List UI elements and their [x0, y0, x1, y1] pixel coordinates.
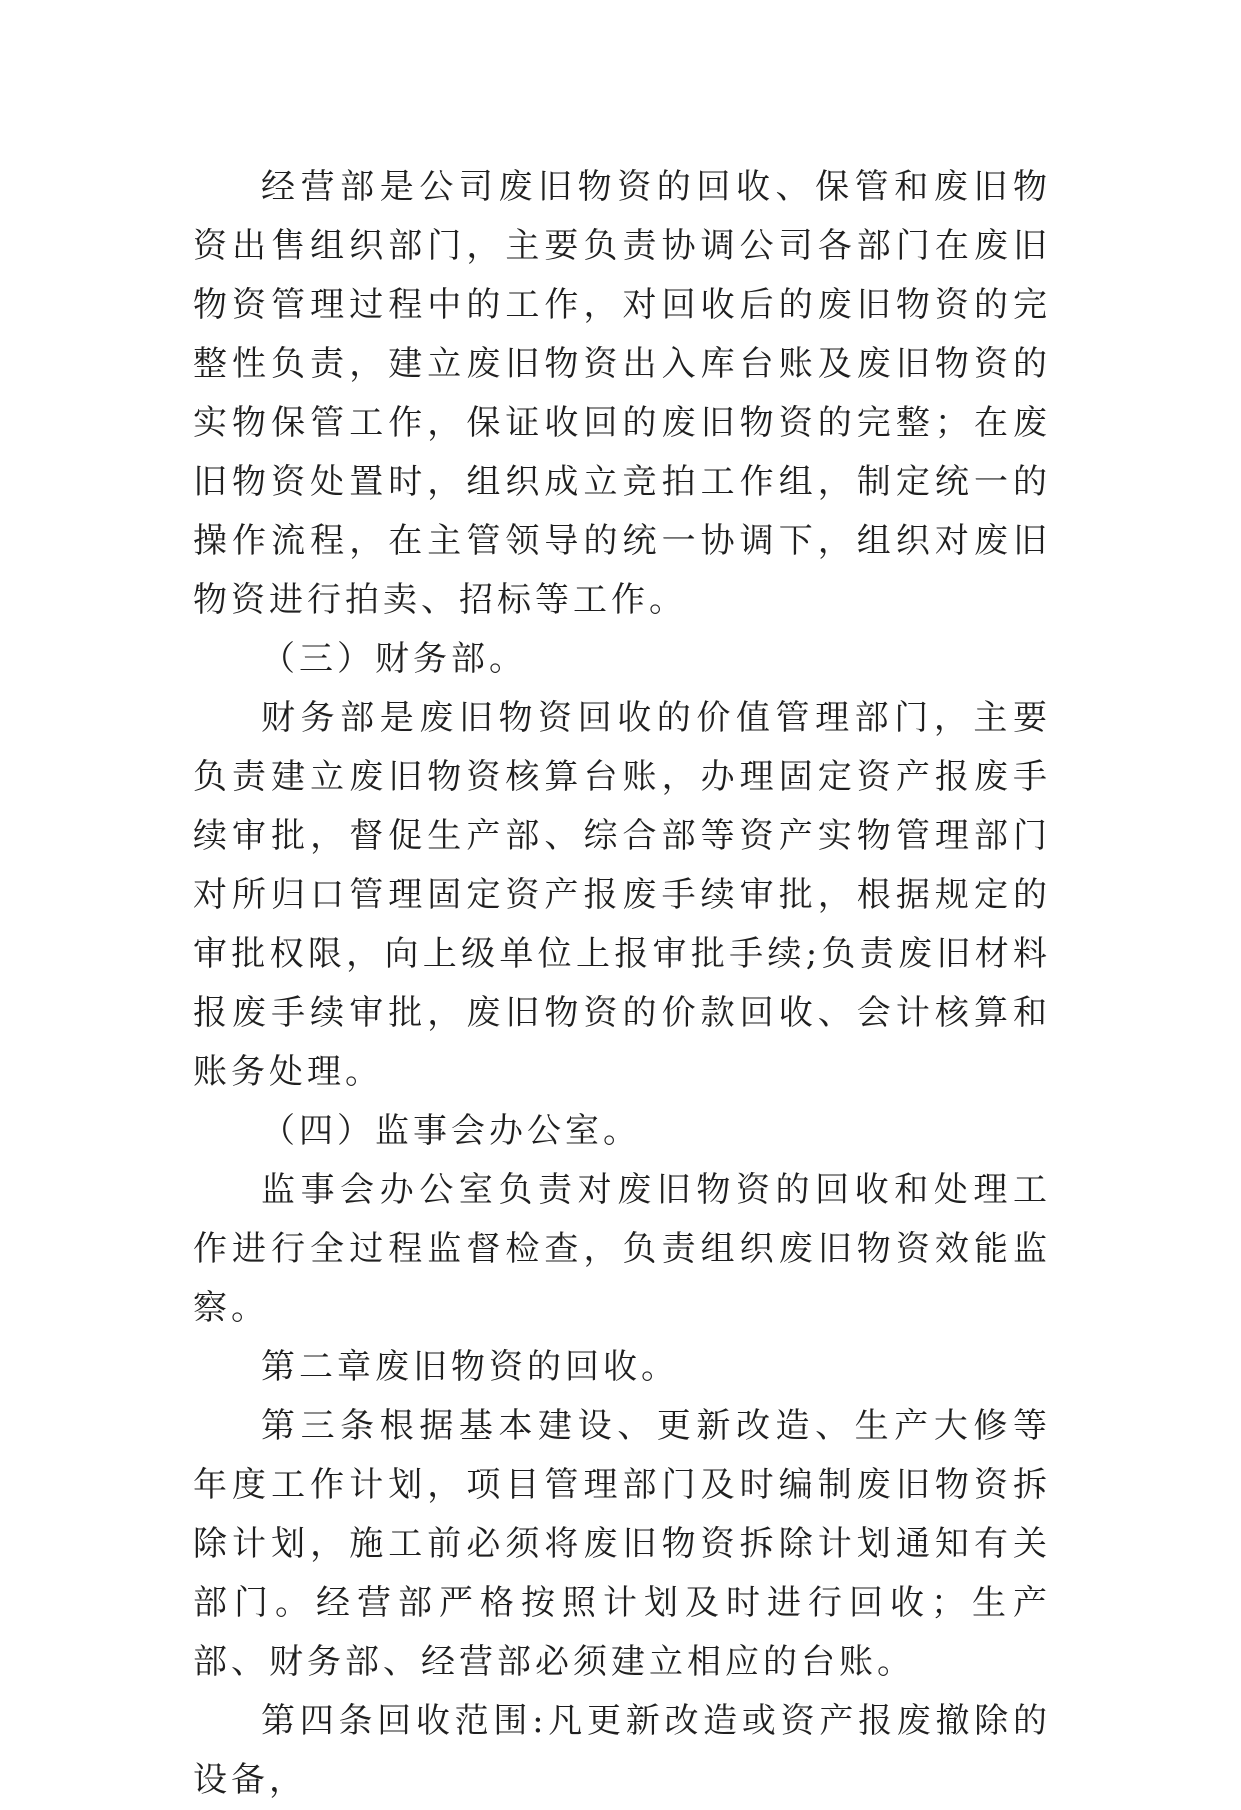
article-three: 第三条根据基本建设、更新改造、生产大修等年度工作计划，项目管理部门及时编制废旧物资拆除计划，施工前必须将废旧物资拆除计划通知有关部门。经营部严格按照计划及时进行回收；生产部、财务部、经营部必须建立相应的台账。 [193, 1406, 1051, 1682]
section-heading-finance: （三）财务部。 [261, 639, 527, 679]
document-body [193, 158, 1051, 1810]
article-four: 第四条回收范围:凡更新改造或资产报废撤除的设备， [193, 1701, 1051, 1800]
paragraph-business-dept: 经营部是公司废旧物资的回收、保管和废旧物资出售组织部门，主要负责协调公司各部门在废旧物资管理过程中的工作，对回收后的废旧物资的完整性负责，建立废旧物资出入库台账及废旧物资的实物保管工作，保证收回的废旧物资的完整；在废旧物资处置时，组织成立竞拍工作组，制定统一的操作流程，在主管领导的统一协调下，组织对废旧物资进行拍卖、招标等工作。 [193, 167, 1051, 620]
paragraph-finance-dept: 财务部是废旧物资回收的价值管理部门，主要负责建立废旧物资核算台账，办理固定资产报废手续审批，督促生产部、综合部等资产实物管理部门对所归口管理固定资产报废手续审批，根据规定的审批权限，向上级单位上报审批手续;负责废旧材料报废手续审批，废旧物资的价款回收、会计核算和账务处理。 [193, 698, 1051, 1092]
chapter-heading-recovery: 第二章废旧物资的回收。 [261, 1347, 679, 1387]
paragraph-supervisory-office: 监事会办公室负责对废旧物资的回收和处理工作进行全过程监督检查，负责组织废旧物资效能监察。 [193, 1170, 1051, 1328]
section-heading-supervisory: （四）监事会办公室。 [261, 1111, 641, 1151]
